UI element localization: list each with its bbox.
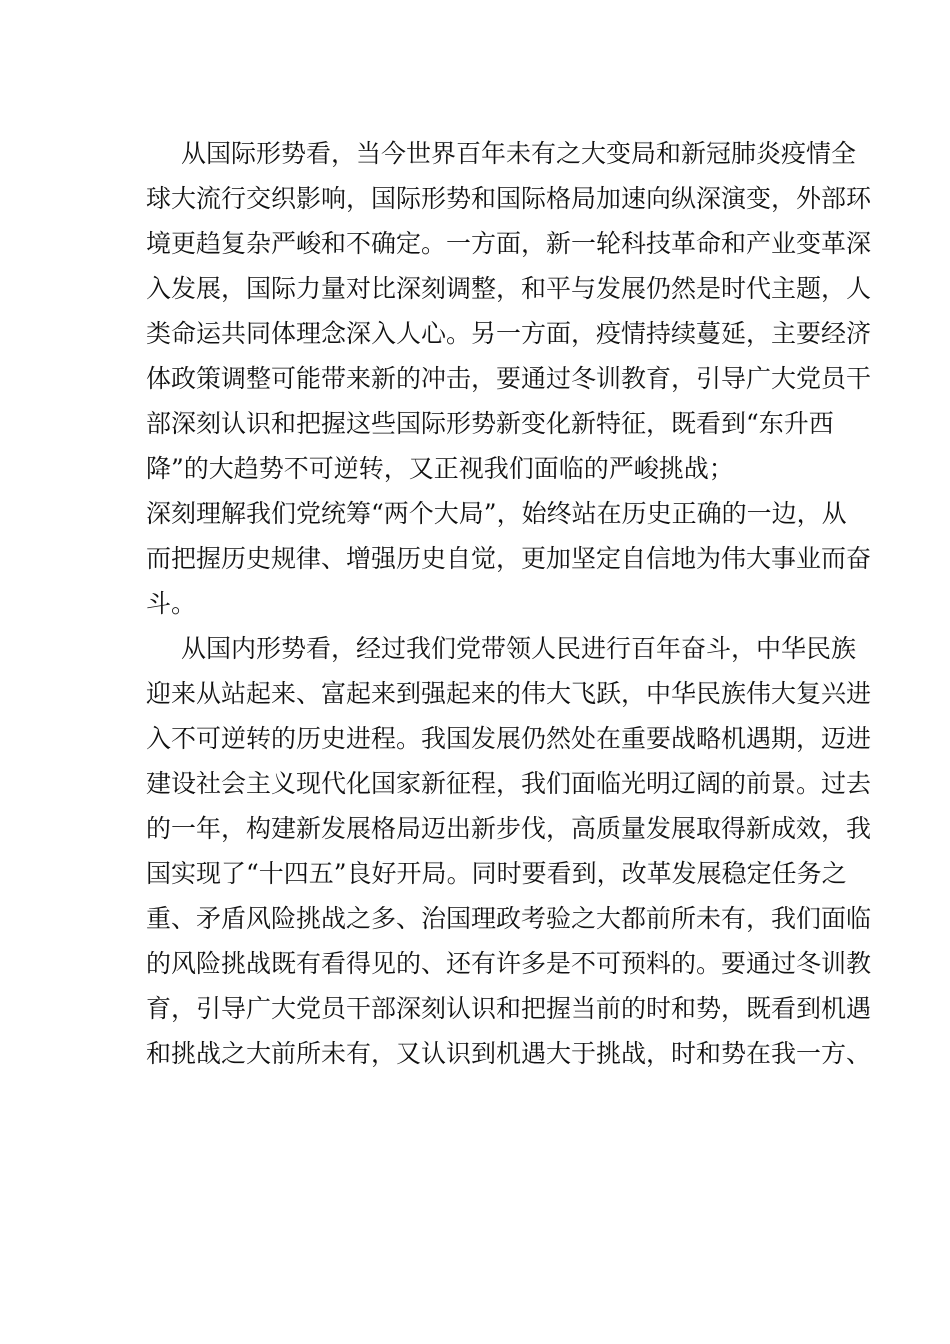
paragraph-3-line-9: 育，引导广大党员干部深刻认识和把握当前的时和势，既看到机遇 — [146, 994, 872, 1023]
paragraph-3-line-3: 入不可逆转的历史进程。我国发展仍然处在重要战略机遇期，迈进 — [146, 724, 872, 753]
paragraph-2-line-1: 深刻理解我们党统筹“两个大局”，始终站在历史正确的一边，从 — [146, 499, 847, 528]
paragraph-2-line-3: 斗。 — [146, 589, 197, 618]
paragraph-1-line-2: 球大流行交织影响，国际形势和国际格局加速向纵深演变，外部环 — [146, 184, 872, 213]
paragraph-1-line-7: 部深刻认识和把握这些国际形势新变化新特征，既看到“东升西 — [146, 409, 834, 438]
paragraph-1-line-8: 降”的大趋势不可逆转，又正视我们面临的严峻挑战； — [146, 454, 734, 483]
paragraph-3-line-1: 从国内形势看，经过我们党带领人民进行百年奋斗，中华民族 — [181, 634, 857, 663]
paragraph-1-line-3: 境更趋复杂严峻和不确定。一方面，新一轮科技革命和产业变革深 — [146, 229, 872, 258]
paragraph-3-line-6: 国实现了“十四五”良好开局。同时要看到，改革发展稳定任务之 — [146, 859, 847, 888]
paragraph-3-line-10: 和挑战之大前所未有，又认识到机遇大于挑战，时和势在我一方、 — [146, 1039, 872, 1068]
paragraph-2-line-2: 而把握历史规律、增强历史自觉，更加坚定自信地为伟大事业而奋 — [146, 544, 872, 573]
paragraph-3-line-8: 的风险挑战既有看得见的、还有许多是不可预料的。要通过冬训教 — [146, 949, 872, 978]
paragraph-1-line-4: 入发展，国际力量对比深刻调整，和平与发展仍然是时代主题，人 — [146, 274, 872, 303]
paragraph-3-line-4: 建设社会主义现代化国家新征程，我们面临光明辽阔的前景。过去 — [146, 769, 872, 798]
paragraph-1-line-1: 从国际形势看，当今世界百年未有之大变局和新冠肺炎疫情全 — [181, 139, 857, 168]
paragraph-1-line-5: 类命运共同体理念深入人心。另一方面，疫情持续蔓延，主要经济 — [146, 319, 872, 348]
paragraph-3-line-5: 的一年，构建新发展格局迈出新步伐，高质量发展取得新成效，我 — [146, 814, 872, 843]
paragraph-3-line-2: 迎来从站起来、富起来到强起来的伟大飞跃，中华民族伟大复兴进 — [146, 679, 872, 708]
paragraph-1-line-6: 体政策调整可能带来新的冲击，要通过冬训教育，引导广大党员干 — [146, 364, 872, 393]
paragraph-3-line-7: 重、矛盾风险挑战之多、治国理政考验之大都前所未有，我们面临 — [146, 904, 872, 933]
